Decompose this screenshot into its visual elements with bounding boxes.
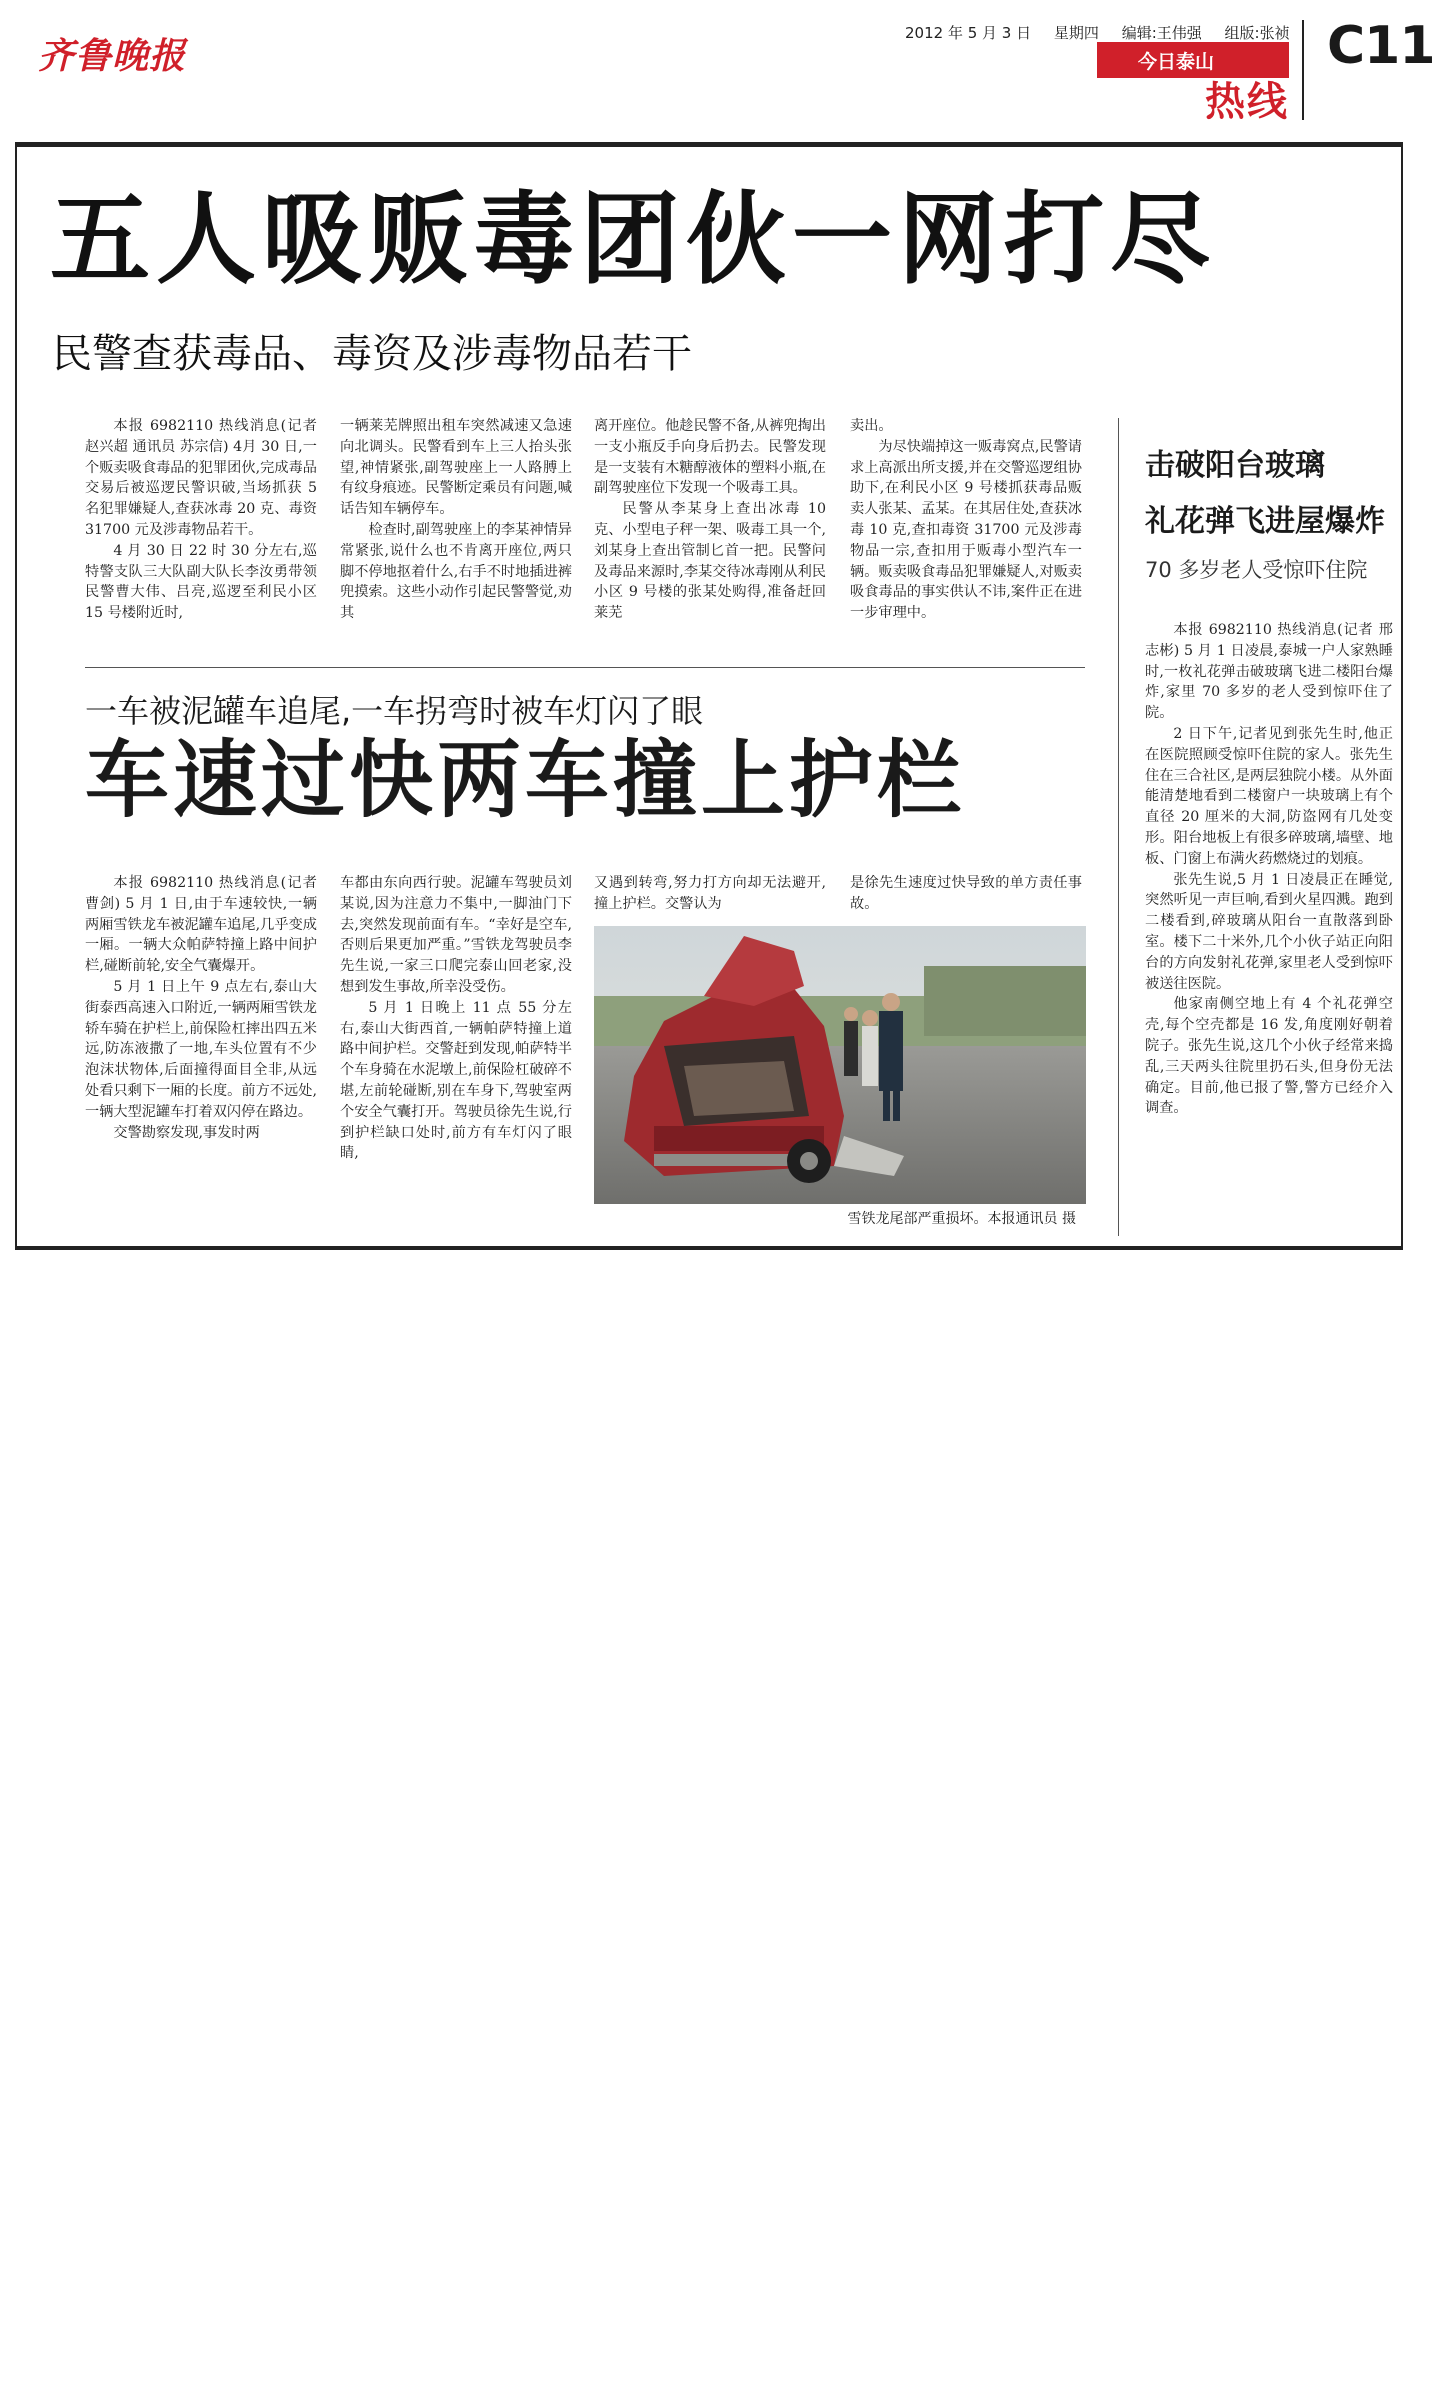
paragraph: 5 月 1 日上午 9 点左右,泰山大街泰西高速入口附近,一辆两厢雪铁龙轿车骑在护栏上,前保险杠摔出四五米远,防冻液撒了一地,车头位置有不少泡沫状物体,后面撞得面目全非,从远处看只剩下一厢的长度。前方不远处,一辆大型泥罐车打着双闪停在路边。 [85,978,317,1120]
story1-subhead: 民警查获毒品、毒资及涉毒物品若干 [52,331,692,377]
story1-headline: 五人吸贩毒团伙一网打尽 [50,181,1216,298]
paragraph: 张先生说,5 月 1 日凌晨正在睡觉,突然听见一声巨响,看到火星四溅。跑到二楼看到,碎玻璃从阳台一直散落到卧室。楼下二十米外,几个小伙子站正向阳台的方向发射礼花弹,家里老人受到惊吓被送往医院。 [1145,871,1393,992]
photo-caption: 雪铁龙尾部严重损坏。本报通讯员 摄 [847,1211,1076,1227]
story2-column-4 [850,873,1082,923]
story1-column-4 [850,416,1082,648]
paragraph: 又遇到转弯,努力打方向却无法避开,撞上护栏。交警认为 [594,875,826,912]
layout-credit: 组版:张祯 [1224,24,1290,42]
paragraph: 本报 6982110 热线消息(记者 赵兴超 通讯员 苏宗信) 4月 30 日,一个贩卖吸食毒品的犯罪团伙,完成毒品交易后被巡逻民警识破,当场抓获 5 名犯罪嫌疑人,查获冰毒 20 克、毒资31700 元及涉毒物品若干。 [85,418,317,538]
dateline [905,22,1308,43]
paragraph: 交警勘察发现,事发时两 [113,1124,260,1141]
sidebar-body [1145,620,1393,1232]
paragraph: 为尽快端掉这一贩毒窝点,民警请求上高派出所支援,并在交警巡逻组协助下,在利民小区 9 号楼抓获毒品贩卖人张某、孟某。在其居住处,查获冰毒 10 克,查扣毒资 31700 元及涉毒物品一宗,查扣用于贩毒小型汽车一辆。贩卖吸食毒品犯罪嫌疑人,对贩卖吸食毒品的事实供认不讳,案件正在进一步审理中。 [850,438,1082,622]
section-title: 热线 [1205,79,1289,125]
paragraph: 4 月 30 日 22 时 30 分左右,巡特警支队三大队副大队长李汝勇带领民警曹大伟、吕亮,巡逻至利民小区 15 号楼附近时, [85,542,317,622]
masthead-divider [1302,20,1304,120]
paragraph: 民警从李某身上查出冰毒 10 克、小型电子秤一架、吸毒工具一个,刘某身上查出管制匕首一把。民警问及毒品来源时,李某交待冰毒刚从利民小区 9 号楼的张某处购得,准备赶回莱芜 [594,501,826,622]
editor-credit: 编辑:王伟强 [1121,24,1202,42]
sidebar-subhead: 70 多岁老人受惊吓住院 [1145,558,1368,582]
paragraph: 他家南侧空地上有 4 个礼花弹空壳,每个空壳都是 16 发,角度刚好朝着院子。张先生说,这几个小伙子经常来捣乱,三天两头往院里扔石头,但身份无法确定。目前,他已报了警,警方已经介入调查。 [1145,996,1393,1117]
paragraph: 卖出。 [850,418,893,434]
story1-column-2 [340,416,572,648]
crash-photo [594,926,1086,1204]
paragraph: 2 日下午,记者见到张先生时,他正在医院照顾受惊吓住院的家人。张先生住在三合社区,是两层独院小楼。从外面能清楚地看到二楼窗户一块玻璃上有个直径 20 厘米的大洞,防盗网有几处变形。阳台地板上有很多碎玻璃,墙壁、地板、门窗上布满火药燃烧过的划痕。 [1145,725,1393,867]
sidebar-divider [1118,418,1119,1236]
story2-kicker: 一车被泥罐车追尾,一车拐弯时被车灯闪了眼 [85,692,704,730]
crash-photo-illustration [594,926,1086,1204]
paragraph: 5 月 1 日晚上 11 点 55 分左右,泰山大街西首,一辆帕萨特撞上道路中间护栏。交警赶到发现,帕萨特半个车身骑在水泥墩上,前保险杠破碎不堪,左前轮碰断,别在车身下,驾驶室两个安全气囊打开。驾驶员徐先生说,行到护栏缺口处时,前方有车灯闪了眼睛, [340,999,572,1162]
weekday: 星期四 [1053,24,1099,42]
story2-column-2 [340,873,572,1233]
story1-column-1 [85,416,317,648]
paragraph: 是徐先生速度过快导致的单方责任事故。 [850,875,1082,912]
story-divider [85,667,1085,668]
paragraph: 一辆莱芜牌照出租车突然减速又急速向北调头。民警看到车上三人抬头张望,神情紧张,副驾驶座上一人路膊上有纹身痕迹。民警断定乘员有问题,喊话告知车辆停车。 [340,418,572,518]
paragraph: 离开座位。他趁民警不备,从裤兜掏出一支小瓶反手向身后扔去。民警发现是一支装有木糖醇液体的塑料小瓶,在副驾驶座位下发现一个吸毒工具。 [594,418,826,497]
sidebar-headline-1: 击破阳台玻璃 [1145,448,1325,483]
paragraph: 本报 6982110 热线消息(记者 曹剑) 5 月 1 日,由于车速较快,一辆两厢雪铁龙车被泥罐车追尾,几乎变成一厢。一辆大众帕萨特撞上路中间护栏,碰断前轮,安全气囊爆开。 [85,875,317,975]
story2-column-1 [85,873,317,1233]
section-subtitle: 今日泰山 [1138,51,1215,73]
paragraph: 检查时,副驾驶座上的李某神情异常紧张,说什么也不肯离开座位,两只脚不停地抠着什么,右手不时地插进裤兜摸索。这些小动作引起民警警觉,劝其 [340,521,572,622]
story2-column-3 [594,873,826,923]
paragraph: 本报 6982110 热线消息(记者 邢志彬) 5 月 1 日凌晨,泰城一户人家熟睡时,一枚礼花弹击破玻璃飞进二楼阳台爆炸,家里 70 多岁的老人受到惊吓住了院。 [1145,622,1393,722]
sidebar-headline-2: 礼花弹飞进屋爆炸 [1145,504,1385,539]
page-number: C11 [1327,16,1435,76]
newspaper-logo: 齐鲁晚报 [38,35,187,77]
story2-headline: 车速过快两车撞上护栏 [85,731,966,829]
paragraph: 车都由东向西行驶。泥罐车驾驶员刘某说,因为注意力不集中,一脚油门下去,突然发现前面有车。“幸好是空车,否则后果更加严重。”雪铁龙驾驶员李先生说,一家三口爬完泰山回老家,没想到发生事故,所幸没受伤。 [340,875,572,995]
date: 2012 年 5 月 3 日 [905,24,1032,42]
story1-column-3 [594,416,826,648]
